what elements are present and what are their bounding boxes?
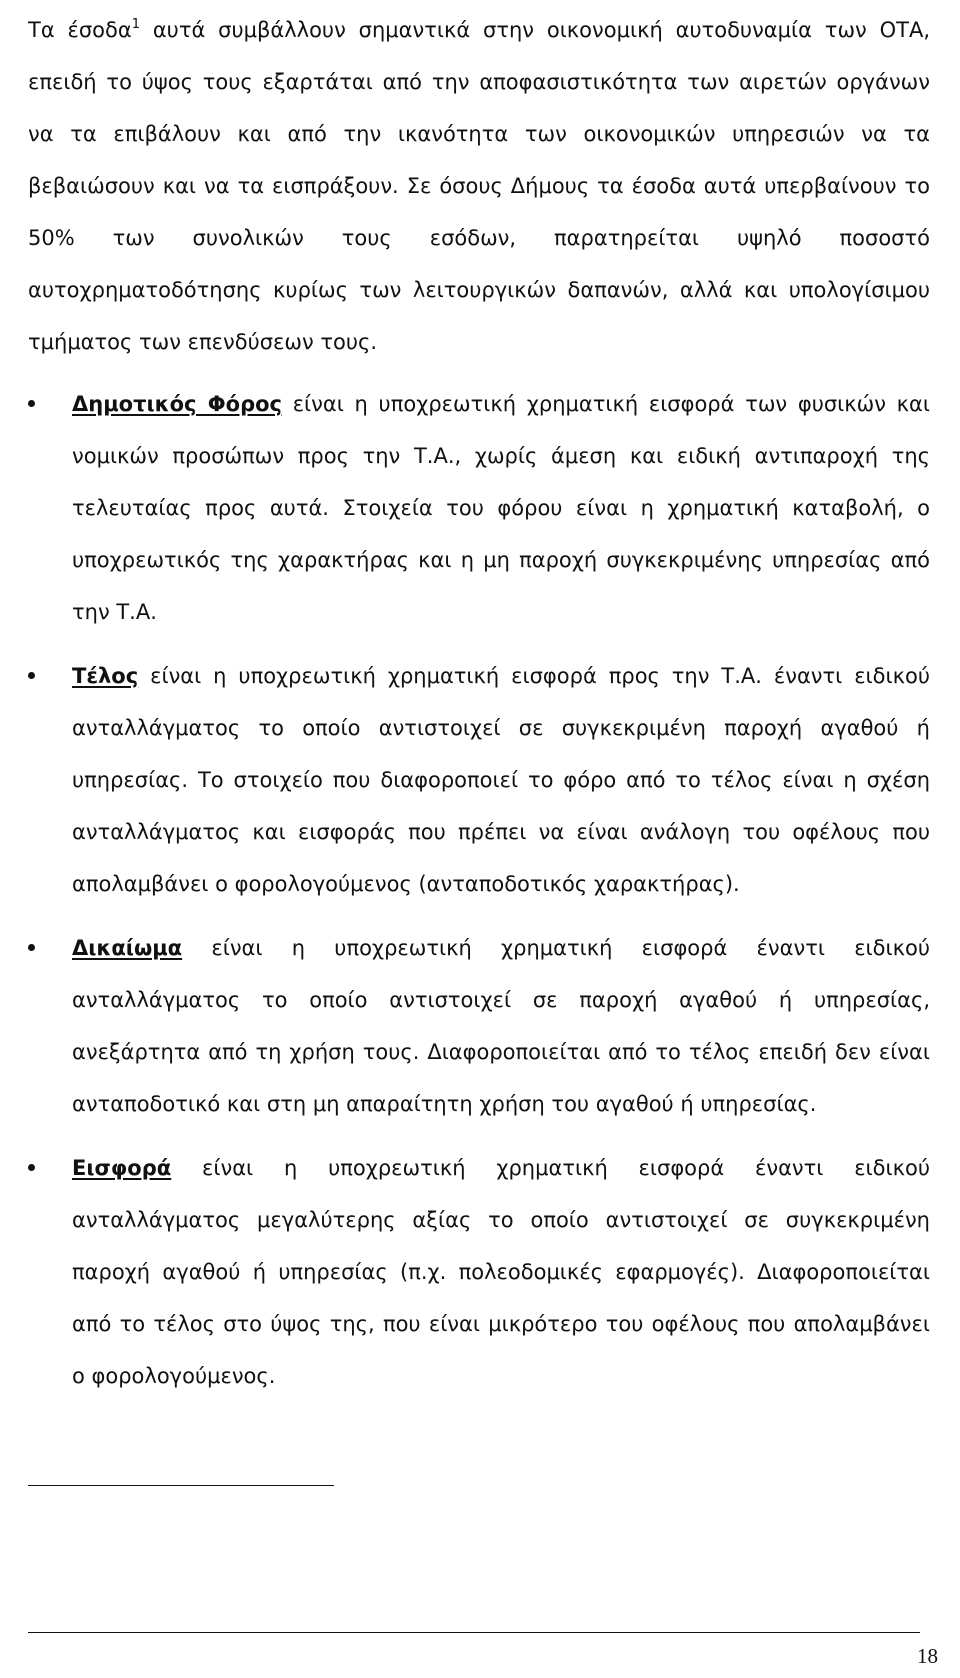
definition-item-contribution (28, 1142, 930, 1402)
body-text (28, 0, 930, 1402)
definition-term: Εισφορά (72, 1156, 172, 1180)
definition-item-municipal-tax (28, 378, 930, 638)
definition-text: είναι η υποχρεωτική χρηματική εισφορά των φυσικών και νομικών προσώπων προς την Τ.Α., χωρίς άμεση και ειδική αντιπαροχή της τελευταίας προς αυτά. Στοιχεία του φόρου είναι η χρηματική καταβολή, ο υποχρεωτικός της χαρακτήρας και η μη παροχή συγκεκριμένης υπηρεσίας από την Τ.Α. (72, 392, 930, 624)
definition-term: Δικαίωμα (72, 936, 183, 960)
definition-term: Δημοτικός Φόρος (72, 392, 282, 416)
definition-paragraph (72, 1142, 930, 1402)
definition-item-fee (28, 650, 930, 910)
bullet-icon (28, 672, 35, 679)
footer-rule (28, 1632, 920, 1633)
bullet-icon (28, 944, 35, 951)
intro-text-rest: αυτά συμβάλλουν σημαντικά στην οικονομική αυτοδυναμία των ΟΤΑ, επειδή το ύψος τους εξαρτάται από την αποφασιστικότητα των αιρετών οργάνων να τα επιβάλουν και από την ικανότητα των οικονομικών υπηρεσιών να τα βεβαιώσουν και να τα εισπράξουν. Σε όσους Δήμους τα έσοδα αυτά υπερβαίνουν το 50% των συνολικών τους εσόδων, παρατηρείται υψηλό ποσοστό αυτοχρηματοδότησης κυρίως των λειτουργικών δαπανών, αλλά και υπολογίσιμου τμήματος των επενδύσεων τους. (28, 18, 931, 354)
definition-item-right (28, 922, 930, 1130)
definition-paragraph (72, 922, 930, 1130)
page-number: 18 (917, 1644, 938, 1668)
definitions-list (28, 378, 930, 1402)
definition-term: Τέλος (72, 664, 139, 688)
definition-text: είναι η υποχρεωτική χρηματική εισφορά προς την Τ.Α. έναντι ειδικού ανταλλάγματος το οποίο αντιστοιχεί σε συγκεκριμένη παροχή αγαθού ή υπηρεσίας. Το στοιχείο που διαφοροποιεί το φόρο από το τέλος είναι η σχέση ανταλλάγματος και εισφοράς που πρέπει να είναι ανάλογη του οφέλους που απολαμβάνει ο φορολογούμενος (ανταποδοτικός χαρακτήρας). (72, 664, 930, 896)
definition-paragraph (72, 378, 930, 638)
definition-text: είναι η υποχρεωτική χρηματική εισφορά έναντι ειδικού ανταλλάγματος μεγαλύτερης αξίας το οποίο αντιστοιχεί σε συγκεκριμένη παροχή αγαθού ή υπηρεσίας (π.χ. πολεοδομικές εφαρμογές). Διαφοροποιείται από το τέλος στο ύψος της, που είναι μικρότερο του οφέλους που απολαμβάνει ο φορολογούμενος. (72, 1156, 930, 1388)
bullet-icon (28, 1164, 35, 1171)
bullet-icon (28, 400, 35, 407)
definition-paragraph (72, 650, 930, 910)
footnote-reference[interactable]: 1 (131, 17, 140, 32)
intro-paragraph (28, 0, 930, 368)
definition-text: είναι η υποχρεωτική χρηματική εισφορά έναντι ειδικού ανταλλάγματος το οποίο αντιστοιχεί σε παροχή αγαθού ή υπηρεσίας, ανεξάρτητα από τη χρήση τους. Διαφοροποιείται από το τέλος επειδή δεν είναι ανταποδοτικό και στη μη απαραίτητη χρήση του αγαθού ή υπηρεσίας. (72, 936, 930, 1116)
footnote-separator (28, 1485, 334, 1486)
intro-text-start: Τα έσοδα (28, 18, 132, 42)
